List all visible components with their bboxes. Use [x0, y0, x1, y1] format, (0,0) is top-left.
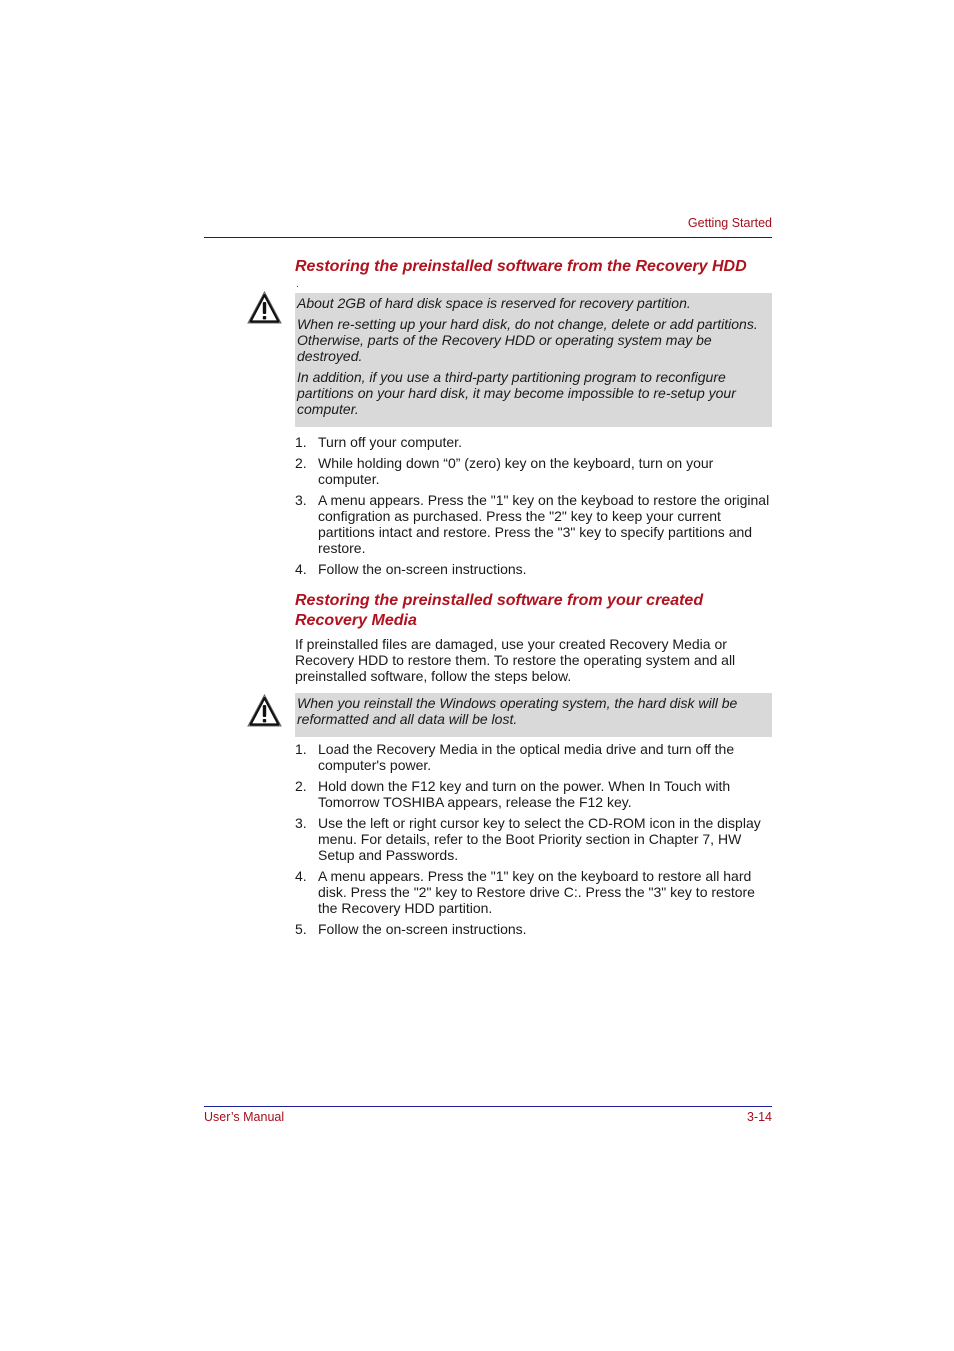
running-header: Getting Started — [687, 216, 772, 230]
list-item: 4. A menu appears. Press the "1" key on the keyboard to restore all hard disk. Press the "2" key to Restore drive C:. Press the "3" key to restore the Recovery HDD partition. — [295, 868, 755, 916]
section-heading-recovery-media: Restoring the preinstalled software from your created Recovery Media — [295, 592, 704, 629]
list-item: 3. A menu appears. Press the "1" key on the keyboad to restore the original configration as purchased. Press the "2" key to keep your current partitions intact and restore. Press the "3" key to specify partitions and restore. — [295, 492, 770, 556]
steps-list-recovery-hdd — [295, 434, 773, 582]
list-item: 2. Hold down the F12 key and turn on the power. When In Touch with Tomorrow TOSHIBA appears, release the F12 key. — [295, 778, 731, 810]
warning-note-partition — [295, 293, 772, 427]
list-item: 4. Follow the on-screen instructions. — [295, 561, 527, 577]
intro-paragraph: If preinstalled files are damaged, use your created Recovery Media or Recovery HDD to restore them. To restore the operating system and all preinstalled software, follow the steps below. — [295, 636, 736, 684]
list-item: 1. Load the Recovery Media in the optical media drive and turn off the computer's power. — [295, 741, 735, 773]
list-item: 1. Turn off your computer. — [295, 434, 462, 450]
list-item: 2. While holding down “0” (zero) key on the keyboard, turn on your computer. — [295, 455, 714, 487]
warning-triangle-icon — [246, 290, 283, 326]
footer-rule — [204, 1106, 772, 1107]
stray-mark: . — [296, 279, 299, 290]
list-item: 3. Use the left or right cursor key to select the CD-ROM icon in the display menu. For details, refer to the Boot Priority section in Chapter 7, HW Setup and Passwords. — [295, 815, 761, 863]
note-paragraph: In addition, if you use a third-party partitioning program to reconfigure partitions on your hard disk, it may become impossible to re-setup your computer. — [297, 369, 736, 417]
list-item: 5. Follow the on-screen instructions. — [295, 921, 527, 937]
note-paragraph: About 2GB of hard disk space is reserved for recovery partition. — [297, 295, 691, 311]
header-rule — [204, 237, 772, 238]
warning-note-reinstall — [295, 693, 772, 737]
section-heading-recovery-hdd: Restoring the preinstalled software from the Recovery HDD — [295, 258, 747, 275]
steps-list-recovery-media — [295, 741, 773, 942]
note-paragraph: When re-setting up your hard disk, do not change, delete or add partitions. Otherwise, parts of the Recovery HDD or operating system may be destroyed. — [297, 316, 758, 364]
note-paragraph: When you reinstall the Windows operating system, the hard disk will be reformatted and all data will be lost. — [297, 695, 738, 727]
warning-triangle-icon — [246, 693, 283, 729]
page-number: 3-14 — [746, 1110, 772, 1124]
footer-manual-title: User’s Manual — [204, 1110, 285, 1124]
